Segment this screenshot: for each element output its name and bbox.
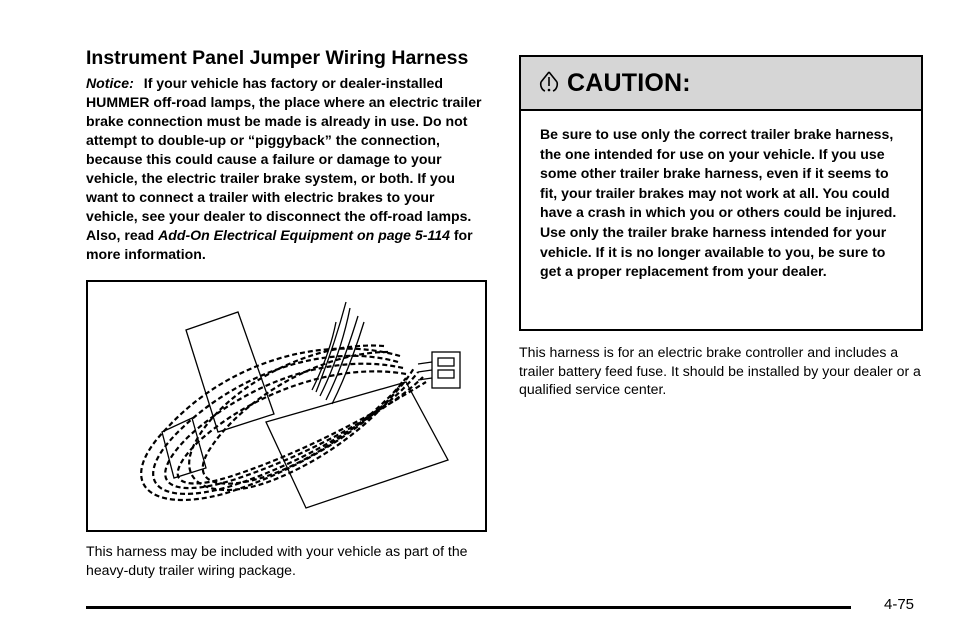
- page-number: 4-75: [884, 596, 915, 613]
- section-title: Instrument Panel Jumper Wiring Harness: [86, 47, 469, 69]
- notice-paragraph: [86, 74, 490, 264]
- footer-rule: [86, 606, 851, 609]
- caution-title: CAUTION:: [567, 68, 691, 97]
- cross-reference-link[interactable]: Add-On Electrical Equipment on page 5-114: [158, 227, 450, 243]
- harness-tag: [186, 312, 274, 432]
- harness-label-card: [266, 382, 448, 508]
- wiring-harness-illustration: [86, 280, 487, 532]
- caution-header: [521, 57, 921, 111]
- harness-drawing: [88, 282, 485, 530]
- notice-text-end: for more information.: [86, 227, 473, 262]
- caution-body: Be sure to use only the correct trailer brake harness, the one intended for use on your vehicle. If you use some other trailer brake harness, even if it seems to fit, your trailer brakes may not work at all. You could have a crash in which you or others could be injured. Use only the trailer brake harness intended for your vehicle. If it is no longer available to you, be sure to get a proper replacement from your dealer.: [540, 126, 897, 280]
- figure-caption: This harness may be included with your vehicle as part of the heavy-duty trailer wiring package.: [86, 543, 468, 578]
- caution-box: [519, 55, 923, 331]
- notice-label: Notice:: [86, 75, 134, 91]
- harness-description: This harness is for an electric brake controller and includes a trailer battery feed fuse. It should be installed by your dealer or a qualified service center.: [519, 344, 921, 398]
- notice-text: If your vehicle has factory or dealer-installed HUMMER off-road lamps, the place where an electric trailer brake connection must be made is already in use. Do not attempt to double-up or “piggyback” the connection, because this could cause a failure or damage to your vehicle, the electric trailer brake system, or both. If you want to connect a trailer with electric brakes to your vehicle, see your dealer to disconnect the off-road lamps. Also, read: [86, 75, 482, 243]
- caution-bracket-icon: [537, 70, 561, 96]
